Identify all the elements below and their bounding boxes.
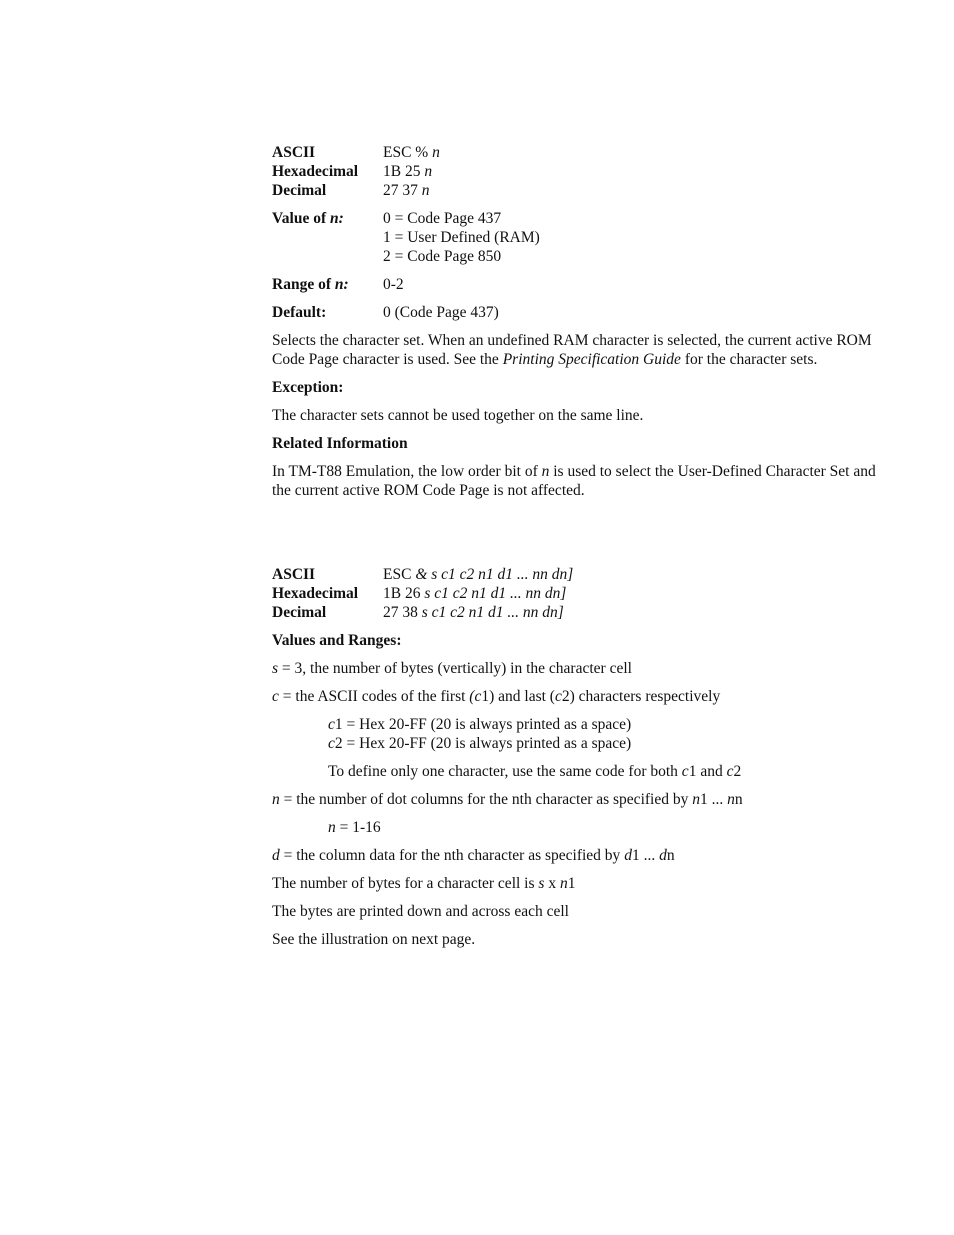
define-one-character: To define only one character, use the same code for both c1 and c2 <box>328 763 742 780</box>
command-codes-2 <box>272 565 882 622</box>
d-definition: d = the column data for the nth character as specified by d1 ... dn <box>272 847 675 864</box>
value-item: 0 = Code Page 437 <box>383 210 502 227</box>
description-paragraph: Selects the character set. When an undefined RAM character is selected, the current active ROM Code Page character is used. See the Printing Specification Guide for the character sets. <box>272 332 872 368</box>
document-page <box>272 143 882 958</box>
values-heading: Values and Ranges: <box>272 632 402 649</box>
code-label: ASCII <box>272 566 316 583</box>
c-definition: c = the ASCII codes of the first (c1) and last (c2) characters respectively <box>272 688 721 705</box>
related-heading: Related Information <box>272 435 408 452</box>
value-item: 1 = User Defined (RAM) <box>383 229 540 246</box>
default-label: Default: <box>272 304 327 321</box>
print-order-note: The bytes are printed down and across each cell <box>272 903 569 920</box>
exception-text: The character sets cannot be used together on the same line. <box>272 407 644 424</box>
range-of-n <box>272 275 882 294</box>
c1-range: c1 = Hex 20-FF (20 is always printed as a space) <box>328 716 632 733</box>
command-codes-1 <box>272 143 882 200</box>
section-gap <box>272 509 882 565</box>
range-label: Range of n: <box>272 276 349 293</box>
c-ranges <box>328 715 882 753</box>
default-row <box>272 303 882 322</box>
code-label: Decimal <box>272 604 327 621</box>
code-value: ESC % n <box>383 144 440 161</box>
n-range: n = 1-16 <box>328 819 381 836</box>
code-value: 1B 25 n <box>383 163 433 180</box>
code-label: Hexadecimal <box>272 163 359 180</box>
default-value: 0 (Code Page 437) <box>383 304 499 321</box>
s-definition: s = 3, the number of bytes (vertically) in the character cell <box>272 660 632 677</box>
value-list <box>383 209 882 266</box>
code-value: ESC & s c1 c2 n1 d1 ... nn dn] <box>383 566 574 583</box>
value-label: Value of n: <box>272 210 344 227</box>
n-definition: n = the number of dot columns for the nth character as specified by n1 ... nn <box>272 791 743 808</box>
exception-heading: Exception: <box>272 379 344 396</box>
code-row-ascii <box>272 143 882 162</box>
code-value: 1B 26 s c1 c2 n1 d1 ... nn dn] <box>383 585 567 602</box>
related-text: In TM-T88 Emulation, the low order bit of n is used to select the User-Defined Character Set and the current active ROM Code Page is not affected. <box>272 463 876 499</box>
code-value: 27 37 n <box>383 182 430 199</box>
code-row-decimal <box>272 181 882 200</box>
value-item: 2 = Code Page 850 <box>383 248 502 265</box>
code-row-decimal <box>272 603 882 622</box>
code-row-hex <box>272 162 882 181</box>
guide-reference: Printing Specification Guide <box>502 351 681 368</box>
c2-range: c2 = Hex 20-FF (20 is always printed as a space) <box>328 735 632 752</box>
code-row-ascii <box>272 565 882 584</box>
see-illustration-note: See the illustration on next page. <box>272 931 476 948</box>
code-label: Hexadecimal <box>272 585 359 602</box>
code-value: 27 38 s c1 c2 n1 d1 ... nn dn] <box>383 604 564 621</box>
code-label: Decimal <box>272 182 327 199</box>
bytes-per-cell: The number of bytes for a character cell is s x n1 <box>272 875 576 892</box>
range-value: 0-2 <box>383 276 404 293</box>
value-of-n <box>272 209 882 266</box>
code-label: ASCII <box>272 144 316 161</box>
code-row-hex <box>272 584 882 603</box>
